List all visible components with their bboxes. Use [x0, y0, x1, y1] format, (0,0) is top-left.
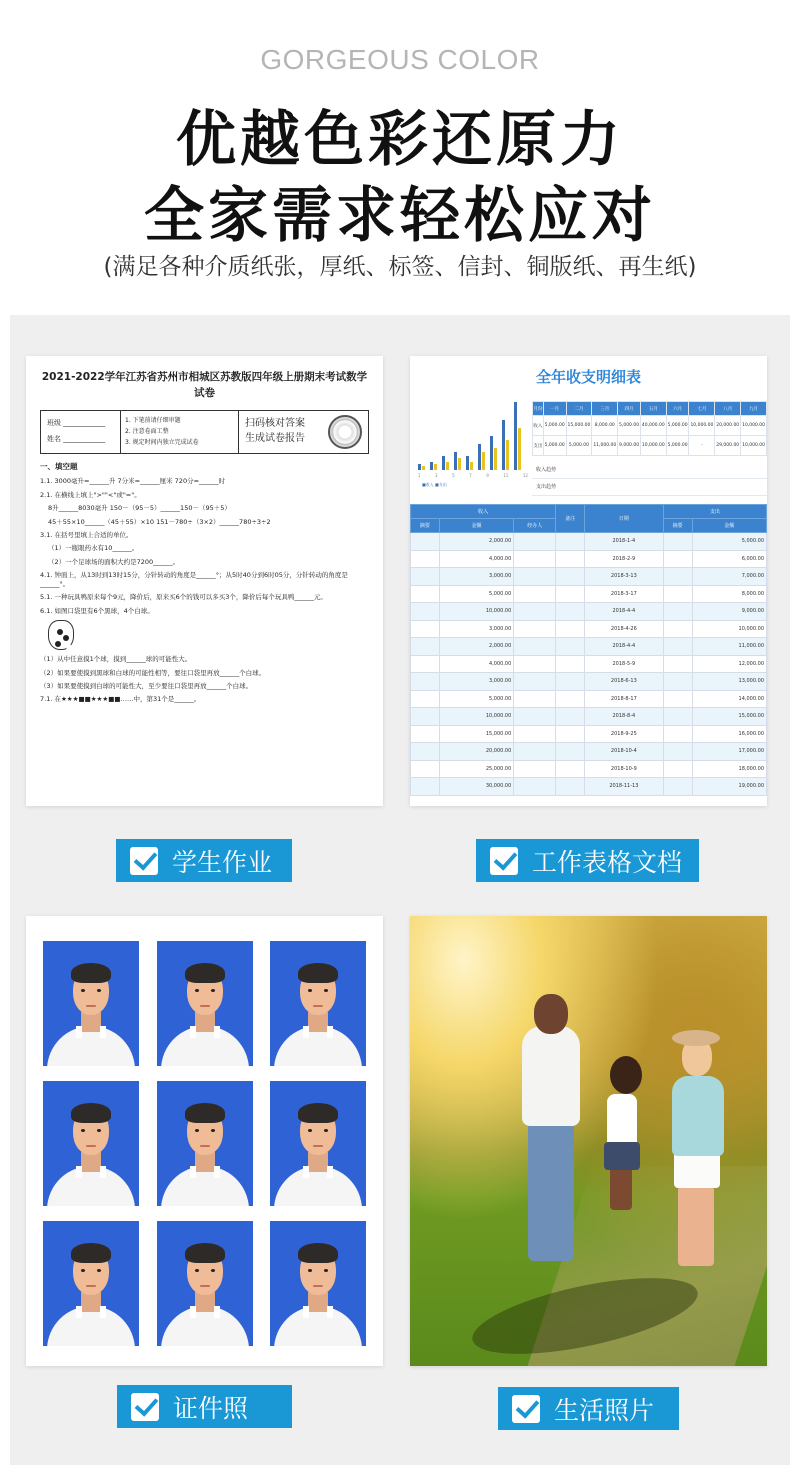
table-cell	[411, 568, 440, 586]
sheet-title: 全年收支明细表	[535, 368, 641, 386]
life-photo-label-text: 生活照片	[554, 1395, 655, 1425]
checkbox-icon	[512, 1395, 540, 1423]
table-cell	[556, 673, 585, 691]
table-cell: 10,000.00	[439, 603, 513, 621]
table-row	[411, 638, 767, 656]
table-cell: 2018-6-13	[585, 673, 664, 691]
table-cell: 2018-4-26	[585, 620, 664, 638]
table-cell	[556, 620, 585, 638]
id-photo	[270, 1081, 366, 1206]
child-skirt	[604, 1142, 640, 1170]
table-cell	[663, 673, 692, 691]
question-line: 4.1. 钟面上，从13时到13时15分，分针转动的角度是______°；从5时40分到6时05分，分针转动的角度是______°。	[40, 571, 348, 588]
life-photo-sample-card	[410, 916, 767, 1366]
table-row	[411, 550, 767, 568]
table-cell	[556, 568, 585, 586]
table-cell	[663, 778, 692, 796]
table-row	[411, 760, 767, 778]
table-cell	[663, 620, 692, 638]
table-cell	[663, 550, 692, 568]
table-cell: 8,000.00	[692, 585, 766, 603]
table-cell	[556, 585, 585, 603]
mini-chart-legend: ■收入 ■支出	[422, 482, 447, 487]
ball-bag-icon	[48, 620, 74, 650]
table-cell	[514, 603, 556, 621]
question-line: 2.1. 在横线上填上">""<"或"="。	[40, 490, 141, 499]
student-info	[41, 411, 121, 453]
class-field: 班级 ____________	[47, 418, 106, 427]
table-cell	[663, 708, 692, 726]
question-line: 7.1. 在★★★■■★★★■■……中，第31个是______。	[40, 695, 201, 704]
hero-section	[0, 0, 800, 310]
table-cell: 10,000.00	[692, 620, 766, 638]
summary-expense-row: 支出 5,000.00 5,000.00 11,000.00 9,000.00 10,000.00 5,000.00 - 29,000.00 10,000.00	[533, 436, 767, 456]
table-cell: 5,000.00	[439, 690, 513, 708]
table-cell	[411, 708, 440, 726]
expense-trend-label: 支出趋势	[532, 479, 767, 496]
table-cell: 5,000.00	[439, 585, 513, 603]
table-cell	[556, 743, 585, 761]
table-cell: 3,000.00	[439, 620, 513, 638]
id-photo	[157, 1081, 253, 1206]
table-cell	[663, 725, 692, 743]
rule-item: 2. 注意卷面工整	[125, 427, 169, 435]
id-photo	[157, 1221, 253, 1346]
id-photo	[157, 941, 253, 1066]
id-photo	[43, 1221, 139, 1346]
table-cell: 15,000.00	[692, 708, 766, 726]
id-photo-sample-card	[26, 916, 383, 1366]
table-cell	[663, 760, 692, 778]
table-cell	[411, 690, 440, 708]
table-cell	[514, 690, 556, 708]
income-trend-label: 收入趋势	[532, 462, 767, 479]
question-line: （2）一个足球场的面积大约是7200______。	[48, 557, 180, 566]
table-cell: 25,000.00	[439, 760, 513, 778]
table-cell: 2018-9-25	[585, 725, 664, 743]
table-cell: 30,000.00	[439, 778, 513, 796]
table-row	[411, 585, 767, 603]
table-cell	[514, 673, 556, 691]
spreadsheet-label-text: 工作表格文档	[532, 847, 683, 877]
eyebrow-text: GORGEOUS COLOR	[260, 44, 540, 75]
table-cell	[663, 533, 692, 551]
table-cell	[556, 533, 585, 551]
table-cell: 2018-5-9	[585, 655, 664, 673]
table-cell: 2018-10-9	[585, 760, 664, 778]
table-row	[411, 620, 767, 638]
id-photo	[43, 941, 139, 1066]
table-cell	[514, 743, 556, 761]
rule-item: 3. 规定时间内独立完成试卷	[125, 438, 199, 446]
table-cell: 2018-4-4	[585, 638, 664, 656]
table-cell	[514, 760, 556, 778]
headline-line-2: 全家需求轻松应对	[144, 181, 656, 251]
table-cell	[556, 725, 585, 743]
table-cell: 3,000.00	[439, 673, 513, 691]
table-cell	[514, 655, 556, 673]
mother-hat	[672, 1030, 720, 1046]
table-cell	[514, 533, 556, 551]
mini-bar-chart	[414, 396, 532, 496]
table-cell	[556, 708, 585, 726]
id-photo-label	[117, 1385, 292, 1428]
table-cell: 16,000.00	[692, 725, 766, 743]
group-header-row: 收入 备注 日期 支出	[411, 505, 767, 519]
checkbox-icon	[130, 847, 158, 875]
checkbox-icon	[490, 847, 518, 875]
spreadsheet-sample-card	[410, 356, 767, 806]
homework-label-text: 学生作业	[172, 847, 273, 877]
id-photo	[270, 941, 366, 1066]
table-cell	[411, 743, 440, 761]
column-header-row: 摘要 金额 经办人 摘要 金额	[411, 519, 767, 533]
table-cell	[663, 603, 692, 621]
question-line: 5.1. 一种玩具鸭原来每个9元，降价后，原来买6个的钱可以多买3个，降价后每个玩具鸭______元。	[40, 593, 327, 602]
table-row	[411, 708, 767, 726]
table-cell	[411, 778, 440, 796]
table-cell: 2,000.00	[439, 533, 513, 551]
table-cell: 2018-11-13	[585, 778, 664, 796]
question-line: 1.1. 3000毫升=______升 7分米=______厘米 720分=______时	[40, 477, 226, 486]
table-cell: 5,000.00	[692, 533, 766, 551]
table-cell: 14,000.00	[692, 690, 766, 708]
mini-chart-bars	[414, 396, 532, 478]
table-cell	[514, 585, 556, 603]
table-cell	[411, 638, 440, 656]
table-cell	[411, 655, 440, 673]
table-cell	[411, 603, 440, 621]
homework-label	[116, 839, 292, 882]
table-cell	[411, 550, 440, 568]
table-cell: 4,000.00	[439, 550, 513, 568]
exam-rules	[121, 411, 239, 453]
child-legs	[610, 1166, 632, 1210]
table-cell: 19,000.00	[692, 778, 766, 796]
table-row	[411, 655, 767, 673]
question-line: （1）一瓶眼药水有10______。	[48, 544, 139, 553]
homework-sample-card	[26, 356, 383, 806]
mini-chart-ticks: 1 3 5 7 9 11 12	[418, 473, 528, 478]
father-figure	[528, 1121, 574, 1261]
table-cell: 9,000.00	[692, 603, 766, 621]
worksheet-info-box	[40, 410, 369, 454]
detail-rows	[411, 533, 767, 796]
table-row	[411, 778, 767, 796]
table-cell: 2,000.00	[439, 638, 513, 656]
table-cell	[556, 760, 585, 778]
table-cell: 12,000.00	[692, 655, 766, 673]
table-cell	[556, 550, 585, 568]
table-cell	[663, 585, 692, 603]
table-cell	[663, 655, 692, 673]
table-cell	[514, 638, 556, 656]
table-cell	[663, 568, 692, 586]
table-cell	[663, 690, 692, 708]
table-cell: 2018-2-9	[585, 550, 664, 568]
table-cell: 2018-3-13	[585, 568, 664, 586]
name-field: 姓名 ____________	[47, 434, 106, 443]
table-row	[411, 568, 767, 586]
summary-table	[532, 401, 767, 456]
table-row	[411, 533, 767, 551]
scan-info	[239, 411, 368, 453]
worksheet-title: 2021-2022学年江苏省苏州市相城区苏教版四年级上册期末考试数学试卷	[41, 371, 368, 399]
table-cell: 15,000.00	[439, 725, 513, 743]
table-cell	[411, 533, 440, 551]
mother-legs	[678, 1186, 714, 1266]
question-line: （2）如果要使摸到黑球和白球的可能性相等，要往口袋里再放______个白球。	[40, 668, 266, 677]
trend-rows	[532, 462, 767, 498]
id-photo-label-text: 证件照	[173, 1393, 249, 1423]
table-cell	[556, 690, 585, 708]
table-cell: 4,000.00	[439, 655, 513, 673]
question-line: 45＋55×10______（45＋55）×10 151－780÷（3×2）______780÷3÷2	[48, 517, 271, 526]
table-cell	[411, 673, 440, 691]
section-heading: 一、填空题	[40, 461, 78, 471]
table-row	[411, 603, 767, 621]
table-cell: 11,000.00	[692, 638, 766, 656]
scan-text-1: 扫码核对答案	[245, 417, 305, 429]
id-photo	[270, 1221, 366, 1346]
table-cell	[411, 725, 440, 743]
table-cell: 13,000.00	[692, 673, 766, 691]
table-cell	[556, 638, 585, 656]
checkbox-icon	[131, 1393, 159, 1421]
table-cell: 17,000.00	[692, 743, 766, 761]
question-line: （3）如果要使摸到白球的可能性大，至少要往口袋里再放______个白球。	[40, 681, 253, 690]
table-cell	[411, 620, 440, 638]
headline-line-1: 优越色彩还原力	[176, 105, 624, 175]
child-figure	[607, 1094, 637, 1149]
table-cell: 2018-4-4	[585, 603, 664, 621]
question-line: （1）从中任意摸1个球，摸到______球的可能性大。	[40, 655, 192, 664]
id-photo	[43, 1081, 139, 1206]
table-cell	[556, 778, 585, 796]
summary-income-row: 收入 5,000.00 15,000.00 8,000.00 5,000.00 40,000.00 5,000.00 10,000.00 20,000.00 10,000.00	[533, 416, 767, 436]
life-photo-label	[498, 1387, 679, 1430]
father-shirt	[522, 1026, 580, 1126]
table-cell	[514, 778, 556, 796]
table-cell: 10,000.00	[439, 708, 513, 726]
table-cell	[556, 655, 585, 673]
table-cell	[663, 638, 692, 656]
table-cell: 2018-8-4	[585, 708, 664, 726]
subtitle: (满足各种介质纸张，厚纸、标签、信封、铜版纸、再生纸)	[103, 254, 697, 280]
table-cell: 20,000.00	[439, 743, 513, 761]
table-cell	[411, 585, 440, 603]
table-cell: 18,000.00	[692, 760, 766, 778]
detail-table	[410, 504, 767, 796]
table-cell	[514, 725, 556, 743]
table-row	[411, 673, 767, 691]
table-row	[411, 725, 767, 743]
table-cell	[411, 760, 440, 778]
table-cell: 7,000.00	[692, 568, 766, 586]
spreadsheet-label	[476, 839, 699, 882]
question-line: 3.1. 在括号里填上合适的单位。	[40, 531, 133, 539]
table-cell	[556, 603, 585, 621]
table-cell: 2018-10-4	[585, 743, 664, 761]
table-cell	[663, 743, 692, 761]
table-cell: 2018-8-17	[585, 690, 664, 708]
table-cell: 6,000.00	[692, 550, 766, 568]
child-head	[610, 1056, 642, 1094]
table-row	[411, 690, 767, 708]
table-cell: 2018-1-4	[585, 533, 664, 551]
table-cell: 2018-3-17	[585, 585, 664, 603]
table-cell	[514, 568, 556, 586]
table-cell	[514, 708, 556, 726]
mother-shorts	[674, 1152, 720, 1188]
table-row	[411, 743, 767, 761]
table-cell	[514, 550, 556, 568]
question-line: 6.1. 如图口袋里有6个黑球，4个白球。	[40, 606, 154, 615]
question-line: 8升______8030毫升 150－（95－5）______150－（95＋5）	[48, 504, 231, 513]
father-head	[534, 994, 568, 1034]
mother-figure	[672, 1076, 724, 1156]
table-cell	[514, 620, 556, 638]
scan-text-2: 生成试卷报告	[245, 432, 305, 444]
rule-item: 1. 下笔前请仔细审题	[125, 416, 181, 424]
summary-header-row: 月份 一月 二月 三月 四月 五月 六月 七月 八月 九月	[533, 402, 767, 416]
table-cell: 3,000.00	[439, 568, 513, 586]
qr-code-icon	[328, 415, 362, 449]
